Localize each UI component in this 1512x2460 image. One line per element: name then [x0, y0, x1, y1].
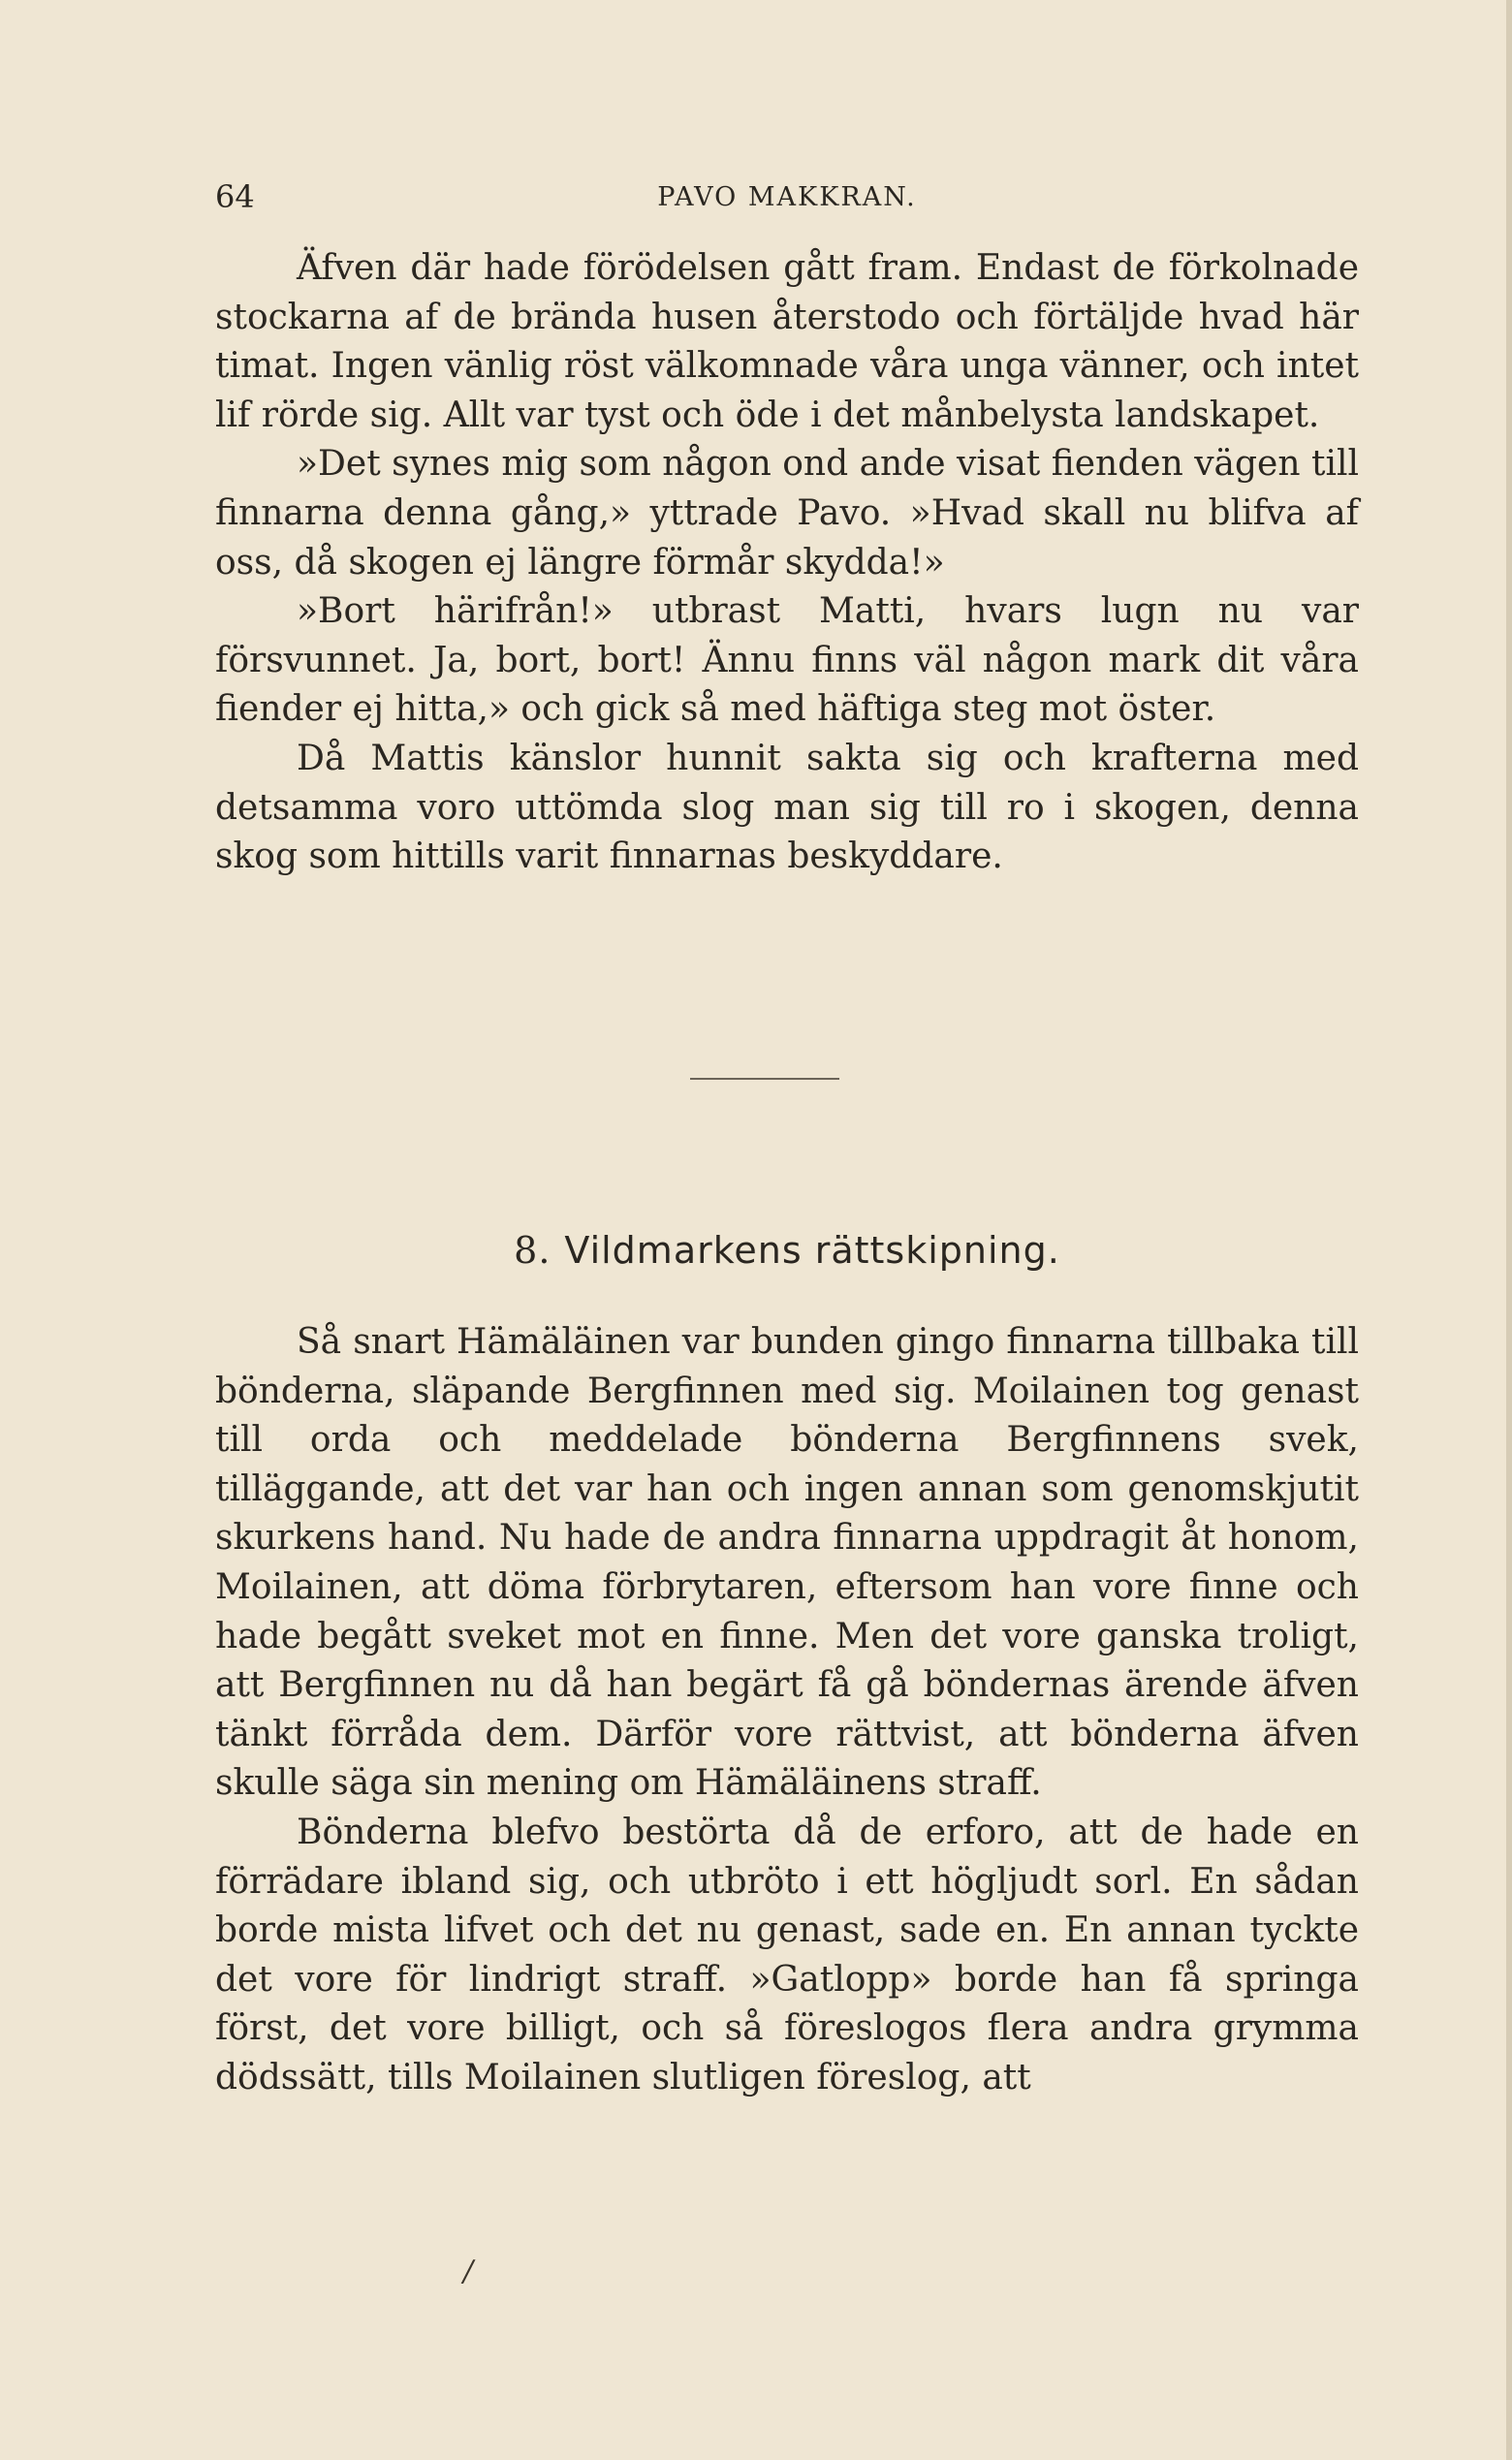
text-block-after-section	[215, 1318, 1359, 2103]
text-block-before-section	[215, 244, 1359, 882]
page-header	[215, 178, 1359, 221]
paragraph: »Bort härifrån!» utbrast Matti, hvars lugn nu var försvunnet. Ja, bort, bort! Ännu finns väl någon mark dit våra fiender ej hitta,» och gick så med häftiga steg mot öster.	[215, 591, 1359, 730]
paragraph: »Det synes mig som någon ond ande visat fienden vägen till finnarna denna gång,» yttrade Pavo. »Hvad skall nu blifva af oss, då skogen ej längre förmår skydda!»	[215, 444, 1359, 583]
paragraph: Då Mattis känslor hunnit sakta sig och krafterna med detsamma voro uttömda slog man sig till ro i skogen, denna skog som hittills varit finnarnas beskyddare.	[215, 738, 1359, 877]
page-number: 64	[215, 178, 255, 215]
paragraph: Bönderna blefvo bestörta då de erforo, att de hade en förrädare ibland sig, och utbröto i ett högljudt sorl. En sådan borde mista lifvet och det nu genast, sade en. En annan tyckte det vore för lindrigt straff. »Gatlopp» borde han få springa först, det vore billigt, och så föreslogos flera andra grymma dödssätt, tills Moilainen slutligen föreslog, att	[215, 1812, 1359, 2097]
stray-pen-mark: /	[463, 2255, 474, 2288]
page-edge	[1506, 0, 1512, 2460]
section-number: 8.	[514, 1229, 551, 1272]
running-title: PAVO MAKKRAN.	[657, 182, 917, 212]
paragraph: Äfven där hade förödelsen gått fram. Endast de förkolnade stockarna af de brända husen återstodo och förtäljde hvad här timat. Ingen vänlig röst välkomnade våra unga vänner, och intet lif rörde sig. Allt var tyst och öde i det månbelysta landskapet.	[215, 248, 1359, 435]
section-divider	[690, 1078, 839, 1080]
section-title: Vildmarkens rättskipning.	[564, 1229, 1060, 1272]
section-heading	[215, 1229, 1359, 1272]
paragraph: Så snart Hämäläinen var bunden gingo finnarna tillbaka till bönderna, släpande Bergfinnen med sig. Moilainen tog genast till orda och meddelade bönderna Bergfinnens svek, tilläggande, att det var han och ingen annan som genomskjutit skurkens hand. Nu hade de andra finnarna uppdragit åt honom, Moilainen, att döma förbrytaren, eftersom han vore finne och hade begått sveket mot en finne. Men det vore ganska troligt, att Bergfinnen nu då han begärt få gå böndernas ärende äfven tänkt förråda dem. Därför vore rättvist, att bönderna äfven skulle säga sin mening om Hämäläinens straff.	[215, 1322, 1359, 1804]
